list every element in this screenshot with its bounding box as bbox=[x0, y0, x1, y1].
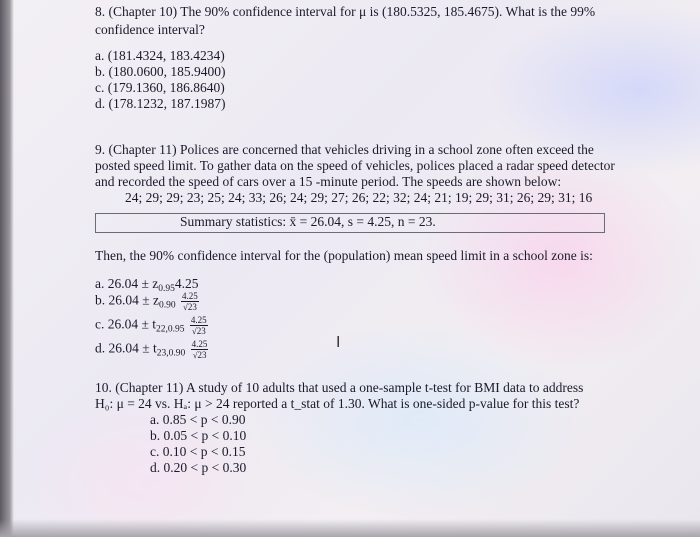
q9-option-a-value: 4.25 bbox=[174, 276, 199, 291]
q9-option-d-fraction bbox=[191, 339, 209, 360]
q10-option-a: a. 0.85 < p < 0.90 bbox=[150, 412, 246, 427]
q8-stem-line1: 8. (Chapter 10) The 90% confidence interval for μ is (180.5325, 185.4675). What is the 99% bbox=[95, 4, 596, 19]
q10-stem-line2: H₀: μ = 24 vs. Hₐ: μ > 24 reported a t_stat of 1.30. What is one-sided p-value for this test? bbox=[95, 396, 580, 411]
q9-prompt: Then, the 90% confidence interval for the (population) mean speed limit in a school zone is: bbox=[95, 248, 593, 263]
summary-statistics-text: Summary statistics: x̄ = 26.04, s = 4.25, n = 23. bbox=[180, 214, 436, 229]
fraction-denominator: √23 bbox=[192, 350, 207, 360]
q9-option-b-subscript: 0.90 bbox=[159, 300, 176, 311]
q9-option-c-subscript: 22,0.95 bbox=[156, 324, 185, 335]
q10-option-d: d. 0.20 < p < 0.30 bbox=[150, 460, 247, 475]
q9-option-a-prefix: a. 26.04 ± z bbox=[95, 276, 159, 291]
fraction-numerator: 4.25 bbox=[190, 315, 207, 325]
q9-option-d bbox=[95, 339, 208, 362]
fraction-denominator: √23 bbox=[182, 302, 197, 312]
fraction-numerator: 4.25 bbox=[182, 291, 198, 301]
text-cursor-icon: I bbox=[336, 333, 341, 351]
q9-stem-line1: 9. (Chapter 11) Polices are concerned that vehicles driving in a school zone often exceed the bbox=[95, 142, 594, 157]
q9-option-b bbox=[95, 291, 199, 314]
q8-option-c: c. (179.1360, 186.8640) bbox=[95, 80, 225, 95]
q9-option-d-prefix: d. 26.04 ± t bbox=[95, 340, 157, 356]
q10-option-c: c. 0.10 < p < 0.15 bbox=[150, 444, 246, 459]
q8-option-d: d. (178.1232, 187.1987) bbox=[95, 96, 226, 111]
q9-option-b-fraction bbox=[181, 291, 199, 312]
q9-option-c-fraction bbox=[190, 315, 208, 336]
q8-option-b: b. (180.0600, 185.9400) bbox=[95, 64, 226, 79]
q9-speed-data: 24; 29; 29; 23; 25; 24; 33; 26; 24; 29; 27; 26; 22; 32; 24; 21; 19; 29; 31; 26; 29; 31; 16 bbox=[125, 190, 593, 205]
q9-option-b-prefix: b. 26.04 ± z bbox=[95, 292, 160, 308]
q8-stem-line2: confidence interval? bbox=[95, 22, 205, 37]
fraction-numerator: 4.25 bbox=[191, 339, 208, 349]
q8-option-a: a. (181.4324, 183.4234) bbox=[95, 48, 225, 63]
q9-option-c-prefix: c. 26.04 ± t bbox=[95, 316, 157, 332]
q9-stem-line3: and recorded the speed of cars over a 15 -minute period. The speeds are shown below: bbox=[95, 174, 562, 189]
q9-option-c bbox=[95, 315, 208, 338]
q10-stem-line1: 10. (Chapter 11) A study of 10 adults that used a one-sample t-test for BMI data to address bbox=[95, 380, 584, 395]
fraction-denominator: √23 bbox=[191, 326, 206, 336]
q9-stem-line2: posted speed limit. To gather data on the speed of vehicles, polices placed a radar speed detector bbox=[95, 158, 615, 173]
q10-option-b: b. 0.05 < p < 0.10 bbox=[150, 428, 247, 443]
q9-option-a-subscript: 0.95 bbox=[158, 284, 175, 294]
q9-option-d-subscript: 23,0.90 bbox=[156, 348, 186, 359]
